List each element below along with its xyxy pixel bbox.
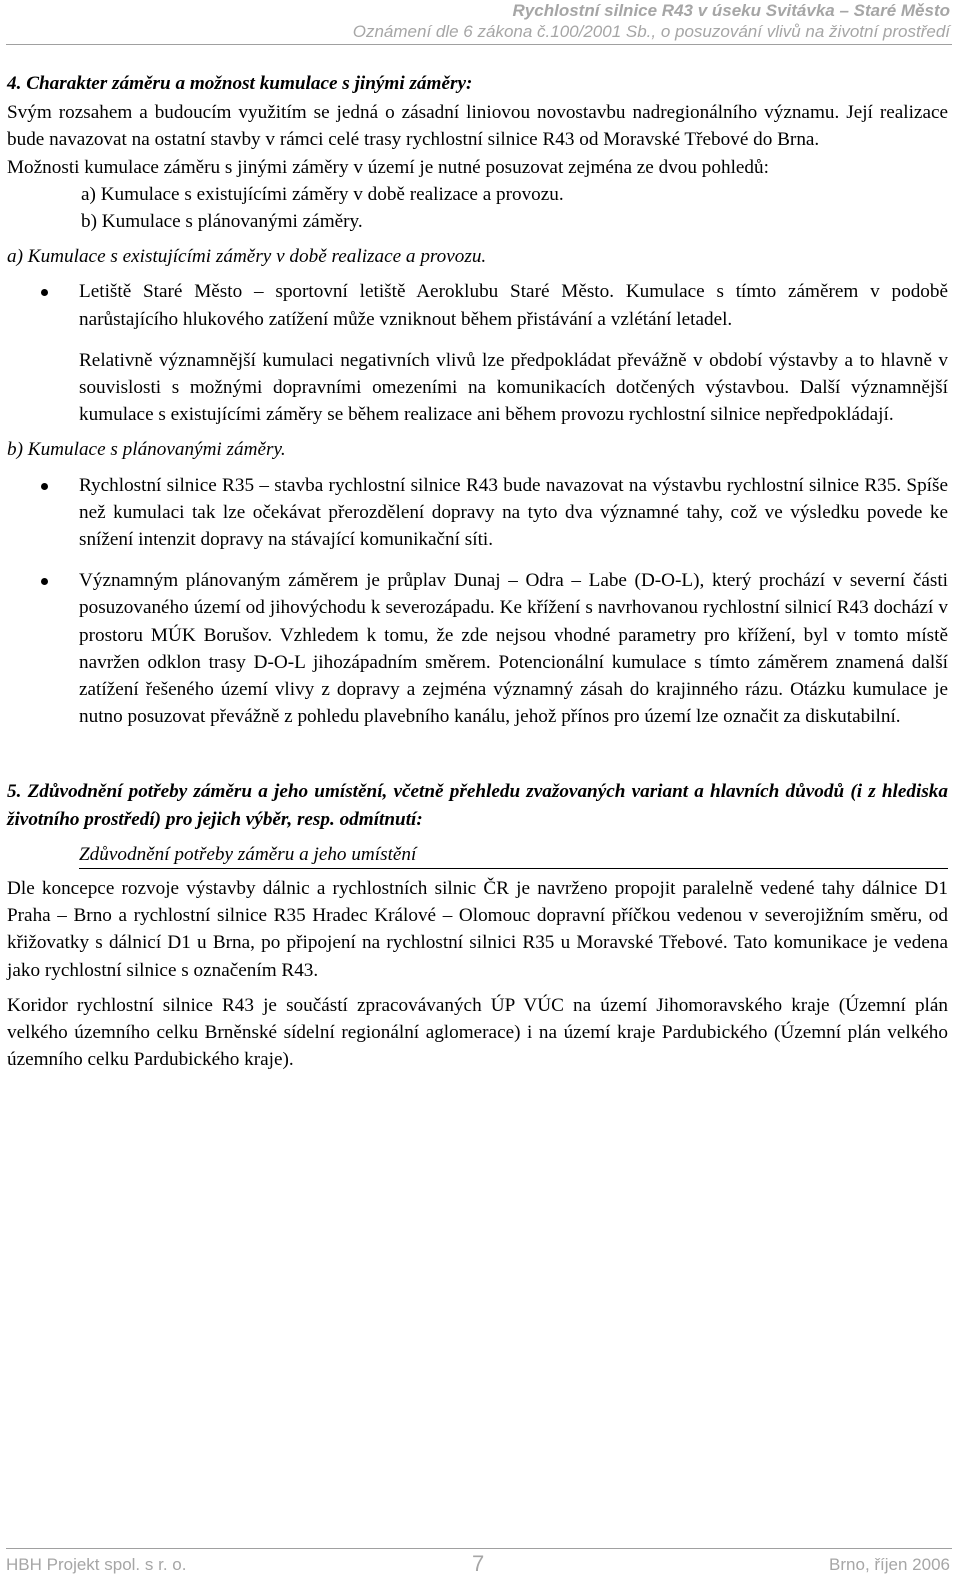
list-item-a: a) Kumulace s existujícími záměry v době realizace a provozu. xyxy=(81,183,564,205)
bullet-icon xyxy=(41,578,48,585)
footer-company: HBH Projekt spol. s r. o. xyxy=(6,1555,187,1574)
section-4-heading: 4. Charakter záměru a možnost kumulace s jinými záměry: xyxy=(7,73,473,94)
page-header xyxy=(353,0,950,42)
list-item-b: b) Kumulace s plánovanými záměry. xyxy=(81,211,363,233)
bullet-item-dol xyxy=(7,567,948,730)
bullet-text-r35: Rychlostní silnice R35 – stavba rychlostní silnice R43 bude navazovat na výstavbu rychlostní silnice R35. Spíše než kumulaci tak lze očekávat přerozdělení dopravy na tyto dva významné tahy, což ve výsledku povede ke snížení intenzit dopravy na stávající komunikační síti. xyxy=(79,474,948,551)
bullet-list-b xyxy=(7,472,948,731)
section-5-paragraph-1: Dle koncepce rozvoje výstavby dálnic a rychlostních silnic ČR je navrženo propojit paralelně vedené tahy dálnice D1 Praha – Brno a rychlostní silnice R35 Hradec Králové – Olomouc dopravní příčkou vedenou v severojižním směru, od křižovatky s dálnicí D1 u Brna, po připojení na rychlostní silnici R35 u Moravské Třebové. Tato komunikace je vedena jako rychlostní silnice s označením R43. xyxy=(7,878,948,981)
section-5-paragraph-2: Koridor rychlostní silnice R43 je součástí zpracovávaných ÚP VÚC na území Jihomoravského kraje (Územní plán velkého územního celku Brněnské sídelní regionální aglomerace) i na území kraje Pardubického (Územní plán velkého územního celku Pardubického kraje). xyxy=(7,994,948,1071)
page-number: 7 xyxy=(472,1551,485,1576)
bullet-list-a xyxy=(7,278,948,332)
header-subtitle: Oznámení dle 6 zákona č.100/2001 Sb., o posuzování vlivů na životní prostředí xyxy=(352,22,950,41)
footer-divider xyxy=(6,1548,952,1549)
bullet-item-r35 xyxy=(7,472,948,554)
section-4-paragraph-1: Svým rozsahem a budoucím využitím se jedná o zásadní liniovou novostavbu nadregionálního významu. Její realizace bude navazovat na ostatní stavby v rámci celé trasy rychlostní silnice R43 od Moravské Třebové do Brna. xyxy=(7,102,948,151)
section-4-paragraph-3: Relativně významnější kumulaci negativních vlivů lze předpokládat převážně v období výstavby a to hlavně v souvislosti s možnými dopravními omezeními na komunikacích dotčených výstavbou. Další významnější kumulace s existujícími záměry se během realizace ani během provozu rychlostní silnice nepředpokládají. xyxy=(79,349,948,426)
bullet-text-dol: Významným plánovaným záměrem je průplav Dunaj – Odra – Labe (D-O-L), který prochází v severní části posuzovaného území od jihovýchodu k severozápadu. Ke křížení s navrhovanou rychlostní silnicí R43 dochází v prostoru MÚK Borušov. Vzhledem k tomu, že zde nejsou vhodné parametry pro křížení, byl v tomto místě navržen odklon trasy D-O-L jihozápadním směrem. Potencionální kumulace s tímto záměrem znamená další zatížení řešeného území vlivy z dopravy a zejména významný zásah do krajinného rázu. Otázku kumulace je nutno posuzovat převážně z pohledu plavebního kanálu, jehož přínos pro území lze označit za diskutabilní. xyxy=(79,570,948,728)
document-body xyxy=(7,70,948,1074)
bullet-icon xyxy=(41,289,48,296)
page-footer xyxy=(6,1553,950,1581)
bullet-text-airport: Letiště Staré Město – sportovní letiště Aeroklubu Staré Město. Kumulace s tímto záměrem v podobě narůstajícího hlukového zatížení může vzniknout během přistávání a vzlétání letadel. xyxy=(79,281,948,330)
header-divider xyxy=(6,44,952,45)
bullet-icon xyxy=(41,483,48,490)
section-5-subheading: Zdůvodnění potřeby záměru a jeho umístění xyxy=(79,843,417,865)
subsection-b-title: b) Kumulace s plánovanými záměry. xyxy=(7,439,286,461)
footer-date: Brno, říjen 2006 xyxy=(829,1555,950,1574)
bullet-item-airport xyxy=(7,278,948,332)
section-5-heading: 5. Zdůvodnění potřeby záměru a jeho umístění, včetně přehledu zvažovaných variant a hlavních důvodů (i z hlediska životního prostředí) pro jejich výběr, resp. odmítnutí: xyxy=(7,781,948,830)
subheading-divider xyxy=(79,868,948,869)
header-title: Rychlostní silnice R43 v úseku Svitávka – Staré Město xyxy=(512,1,950,20)
section-4-paragraph-2: Možnosti kumulace záměru s jinými záměry v území je nutné posuzovat zejména ze dvou pohledů: xyxy=(7,156,769,178)
subsection-a-title: a) Kumulace s existujícími záměry v době realizace a provozu. xyxy=(7,246,487,268)
